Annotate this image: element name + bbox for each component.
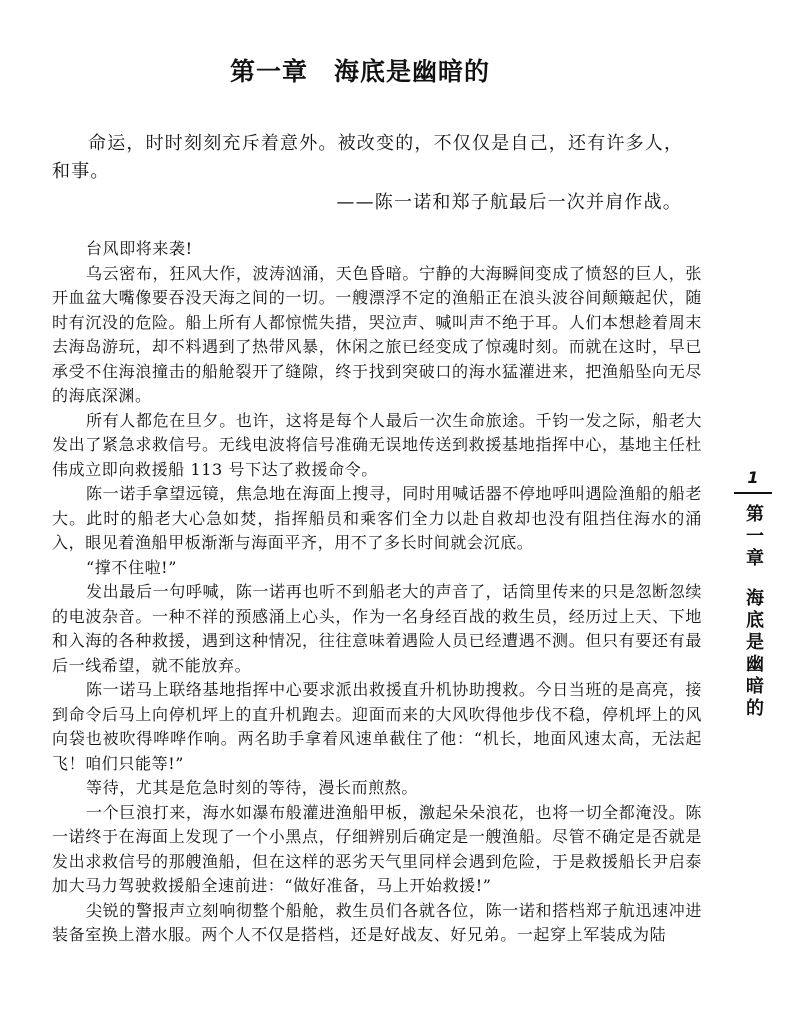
paragraph: 等待，尤其是危急时刻的等待，漫长而煎熬。: [86, 778, 419, 797]
chapter-heading: [0, 52, 720, 88]
chapter-title: 海底是幽暗的: [334, 57, 491, 86]
sidebar-chapter-label: [742, 504, 764, 720]
paragraph: 乌云密布，狂风大作，波涛汹涌，天色昏暗。宁静的大海瞬间变成了愤怒的巨人，张开血盆大嘴像要吞没天海之间的一切。一艘漂浮不定的渔船正在浪头波谷间颠簸起伏，随时有沉没的危险。船上所有人都惊慌失措，哭泣声、喊叫声不绝于耳。人们本想趁着周末去海岛游玩，却不料遇到了热带风暴，休闲之旅已经变成了惊魂时刻。而就在这时，早已承受不住海浪撞击的船舱裂开了缝隙，终于找到突破口的海水猛灌进来，把渔船坠向无尽的海底深渊。: [52, 263, 702, 405]
sidebar-chapter-title: 海底是幽暗的: [743, 588, 764, 720]
paragraph: 发出最后一句呼喊，陈一诺再也听不到船老大的声音了，话筒里传来的只是忽断忽续的电波杂音。一种不祥的预感涌上心头，作为一名身经百战的救生员，经历过上天、下地和入海的各种救援，遇到这种情况，往往意味着遇险人员已经遭遇不测。但只有要还有最后一线希望，就不能放弃。: [52, 582, 702, 675]
epigraph-attribution: ——陈一诺和郑子航最后一次并肩作战。: [336, 192, 682, 213]
paragraph: 台风即将来袭!: [86, 239, 193, 258]
paragraph: 陈一诺马上联络基地指挥中心要求派出救援直升机协助搜救。今日当班的是高亮，接到命令后马上向停机坪上的直升机跑去。迎面而来的大风吹得他步伐不稳，停机坪上的风向袋也被吹得哗哗作响。两名助手拿着风速单截住了他：“机长，地面风速太高，无法起飞！咱们只能等!”: [52, 680, 702, 773]
page-number: 1: [747, 468, 759, 487]
paragraph: 陈一诺手拿望远镜，焦急地在海面上搜寻，同时用喊话器不停地呼叫遇险渔船的船老大。此时的船老大心急如焚，指挥船员和乘客们全力以赴自救却也没有阻挡住海水的涌入，眼见着渔船甲板渐渐与海面平齐，用不了多长时间就会沉底。: [52, 484, 702, 552]
sidebar-divider: [734, 492, 772, 494]
paragraph: “撑不住啦!”: [86, 557, 177, 577]
paragraph: 一个巨浪打来，海水如瀑布般灌进渔船甲板，激起朵朵浪花，也将一切全都淹没。陈一诺终于在海面上发现了一个小黑点，仔细辨别后确定是一艘渔船。尽管不确定是否就是发出求救信号的那艘渔船，但在这样的恶劣天气里同样会遇到危险，于是救援船长尹启泰加大马力驾驶救援船全速前进：“做好准备，马上开始救援!”: [52, 802, 702, 895]
epigraph-text: 命运，时时刻刻充斥着意外。被改变的，不仅仅是自己，还有许多人，和事。: [52, 133, 684, 182]
epigraph: [52, 130, 702, 217]
paragraph: 尖锐的警报声立刻响彻整个船舱，救生员们各就各位，陈一诺和搭档郑子航迅速冲进装备室换上潜水服。两个人不仅是搭档，还是好战友、好兄弟。一起穿上军装成为陆: [52, 900, 702, 944]
chapter-body: [52, 237, 702, 948]
chapter-number: 第一章: [229, 57, 308, 86]
running-sidebar: [722, 468, 784, 720]
sidebar-chapter-number: 第一章: [743, 504, 764, 570]
paragraph: 所有人都危在旦夕。也许，这将是每个人最后一次生命旅途。千钧一发之际，船老大发出了紧急求救信号。无线电波将信号准确无误地传送到救援基地指挥中心，基地主任杜伟成立即向救援船 113 号下达了救援命令。: [52, 410, 702, 479]
